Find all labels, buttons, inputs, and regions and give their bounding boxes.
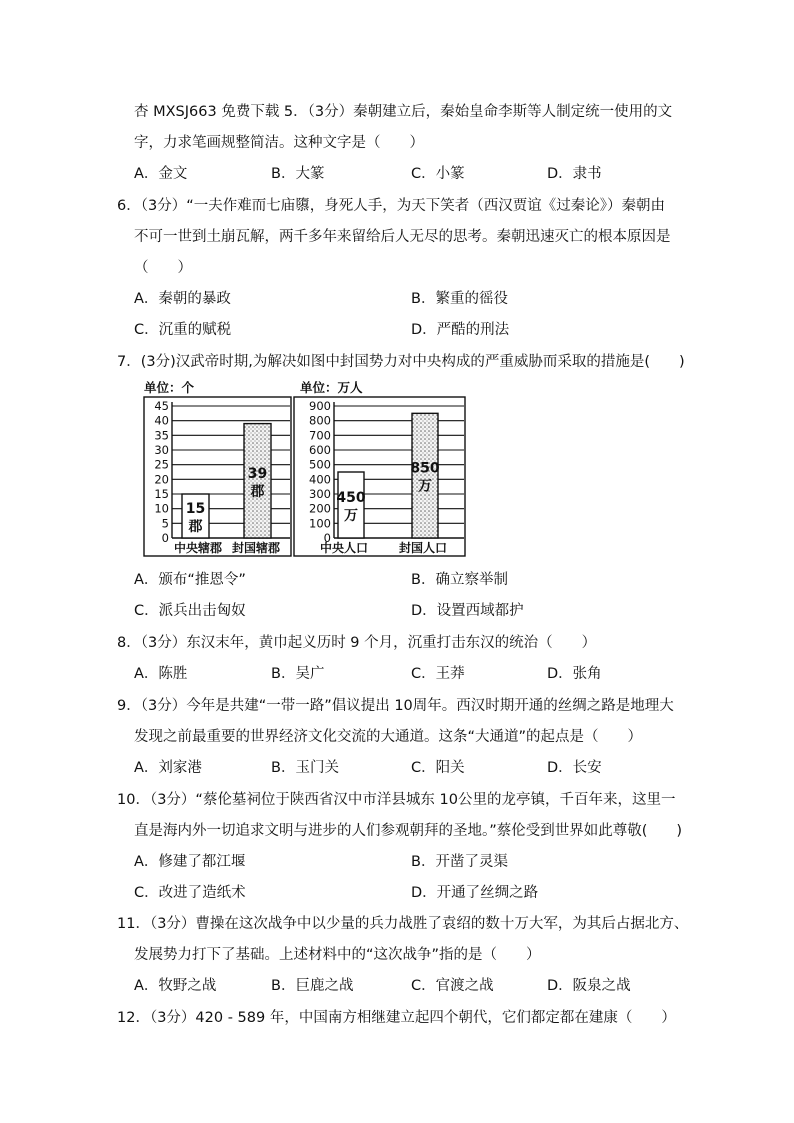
q6-option-b[interactable]: B．繁重的徭役	[411, 291, 508, 307]
q5-option-c[interactable]: C．小篆	[411, 166, 465, 182]
chart-ytick-label: 800	[309, 413, 331, 428]
chart-ytick-label: 200	[309, 501, 331, 516]
q8-option-d[interactable]: D．张角	[547, 666, 602, 682]
chart-unit-label: 单位：万人	[300, 380, 363, 395]
q6-option-d[interactable]: D．严酷的刑法	[411, 322, 510, 338]
chart-ytick-label: 100	[309, 516, 331, 531]
q11-line-2: 发展势力打下了基础。上述材料中的“这次战争”指的是（ ）	[134, 947, 541, 963]
chart-bar-unit-label: 郡	[250, 483, 265, 500]
chart-ytick-label: 400	[309, 472, 331, 487]
chart-unit-label: 单位：个	[144, 380, 195, 395]
chart-category-label: 中央人口	[319, 541, 369, 555]
q9-line-2: 发现之前最重要的世界经济文化交流的大通道。这条“大通道”的起点是（ ）	[134, 729, 643, 745]
chart-bar-value-label: 450	[336, 490, 366, 506]
q7-option-b[interactable]: B．确立察举制	[411, 572, 508, 588]
q8-option-b[interactable]: B．吴广	[271, 666, 325, 682]
q10-option-c[interactable]: C．改进了造纸术	[134, 885, 246, 901]
q11-option-d[interactable]: D．阪泉之战	[547, 978, 631, 994]
q5-option-b[interactable]: B．大篆	[271, 166, 325, 182]
chart-ytick-label: 40	[154, 413, 169, 428]
q10-option-a[interactable]: A．修建了都江堰	[134, 854, 246, 870]
q9-option-a[interactable]: A．刘家港	[134, 760, 202, 776]
q6-option-c[interactable]: C．沉重的赋税	[134, 322, 232, 338]
chart-bar-unit-label: 郡	[188, 519, 203, 535]
chart-ytick-label: 0	[161, 531, 169, 545]
chart-ytick-label: 25	[154, 457, 169, 472]
chart-ytick-label: 500	[309, 457, 331, 472]
q5-option-a[interactable]: A．金文	[134, 166, 188, 182]
chart-category-label: 封国辖郡	[231, 541, 281, 555]
q10-option-b[interactable]: B．开凿了灵渠	[411, 854, 508, 870]
q6-line-3: （ ）	[134, 260, 192, 276]
q6-line-2: 不可一世到土崩瓦解，两千多年来留给后人无尽的思考。秦朝迅速灭亡的根本原因是	[134, 229, 671, 245]
chart-ytick-label: 10	[154, 501, 169, 516]
q6-option-a[interactable]: A．秦朝的暴政	[134, 291, 231, 307]
q12-line-1: 12．（3分）420 - 589 年，中国南方相继建立起四个朝代，它们都定都在建康（ ）	[117, 1010, 676, 1026]
chart-category-label: 中央辖郡	[173, 541, 223, 555]
chart-ytick-label: 600	[309, 443, 331, 457]
chart-ytick-label: 0	[323, 531, 331, 545]
chart-bar-value-label: 850	[410, 460, 440, 477]
q7-option-d[interactable]: D．设置西域都护	[411, 603, 524, 619]
q8-option-c[interactable]: C．王莽	[411, 666, 465, 682]
q10-line-1: 10．（3分）“蔡伦墓祠位于陕西省汉中市洋县城东 10公里的龙亭镇，千百年来，这里一	[117, 792, 676, 808]
q11-option-a[interactable]: A．牧野之战	[134, 978, 217, 994]
q8-line-1: 8．（3分）东汉末年，黄巾起义历时 9 个月，沉重打击东汉的统治（ ）	[117, 635, 597, 651]
q5-line-2: 字，力求笔画规整简洁。这种文字是（ ）	[134, 135, 424, 151]
q9-option-c[interactable]: C．阳关	[411, 760, 465, 776]
chart-ytick-label: 700	[309, 428, 331, 443]
q8-option-a[interactable]: A．陈胜	[134, 666, 188, 682]
chart-population-svg	[292, 378, 467, 558]
chart-ytick-label: 45	[154, 399, 169, 413]
q9-option-d[interactable]: D．长安	[547, 760, 602, 776]
chart-ytick-label: 5	[161, 516, 169, 531]
chart-bar-unit-label: 万	[344, 508, 358, 524]
chart-category-label: 封国人口	[398, 541, 448, 555]
q7-option-a[interactable]: A．颁布“推恩令”	[134, 572, 246, 588]
chart-bar-value-label: 39	[247, 465, 268, 482]
q5-line-1: 杏 MXSJ663 免费下载 5．（3分）秦朝建立后，秦始皇命李斯等人制定统一使用的文	[134, 104, 673, 120]
q9-line-1: 9．（3分）今年是共建“一带一路”倡议提出 10周年。西汉时期开通的丝绸之路是地理大	[117, 698, 674, 714]
q5-option-d[interactable]: D．隶书	[547, 166, 602, 182]
chart-bar-unit-label: 万	[418, 478, 432, 495]
chart-counties-svg	[140, 378, 292, 558]
q7-chart-counties	[140, 378, 292, 562]
q11-line-1: 11．（3分）曹操在这次战争中以少量的兵力战胜了袁绍的数十万大军，为其后占据北方、	[117, 916, 689, 932]
q7-chart-population	[292, 378, 467, 562]
q9-option-b[interactable]: B．玉门关	[271, 760, 339, 776]
chart-ytick-label: 300	[309, 487, 331, 501]
chart-ytick-label: 15	[154, 487, 169, 501]
chart-bar-value-label: 15	[185, 501, 206, 517]
chart-ytick-label: 900	[309, 399, 331, 413]
q7-option-c[interactable]: C．派兵出击匈奴	[134, 603, 246, 619]
q11-option-b[interactable]: B．巨鹿之战	[271, 978, 354, 994]
q10-line-2: 直是海内外一切追求文明与进步的人们参观朝拜的圣地。”蔡伦受到世界如此尊敬( )	[134, 823, 683, 839]
chart-ytick-label: 20	[154, 472, 169, 487]
q7-line-1: 7．(3分)汉武帝时期,为解决如图中封国势力对中央构成的严重威胁而采取的措施是( )	[117, 354, 685, 370]
q11-option-c[interactable]: C．官渡之战	[411, 978, 494, 994]
chart-ytick-label: 35	[154, 428, 169, 443]
q6-line-1: 6．（3分）“一夫作难而七庙隳，身死人手，为天下笑者（西汉贾谊《过秦论》）秦朝由	[117, 198, 665, 214]
chart-ytick-label: 30	[154, 443, 169, 457]
q10-option-d[interactable]: D．开通了丝绸之路	[411, 885, 539, 901]
